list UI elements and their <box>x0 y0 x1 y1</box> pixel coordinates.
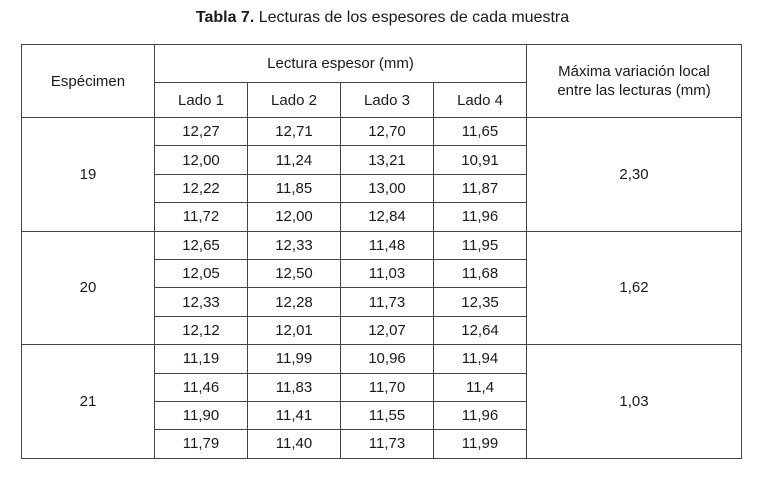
table-row <box>22 118 742 146</box>
reading-cell: 11,95 <box>434 231 527 259</box>
caption-label: Tabla 7. <box>195 9 255 26</box>
reading-cell: 12,07 <box>341 316 434 344</box>
reading-cell: 11,83 <box>248 373 341 401</box>
reading-cell: 12,01 <box>248 316 341 344</box>
reading-cell: 11,73 <box>341 430 434 458</box>
header-lado-2: Lado 2 <box>248 83 341 118</box>
especimen-cell: 20 <box>22 231 155 345</box>
reading-cell: 11,79 <box>155 430 248 458</box>
reading-cell: 11,68 <box>434 259 527 287</box>
reading-cell: 11,4 <box>434 373 527 401</box>
reading-cell: 11,96 <box>434 203 527 231</box>
reading-cell: 13,00 <box>341 174 434 202</box>
header-especimen: Espécimen <box>22 45 155 118</box>
reading-cell: 11,48 <box>341 231 434 259</box>
reading-cell: 12,22 <box>155 174 248 202</box>
header-lado-1: Lado 1 <box>155 83 248 118</box>
thickness-readings-table <box>21 44 742 459</box>
reading-cell: 12,00 <box>155 146 248 174</box>
caption-text: Lecturas de los espesores de cada muestra <box>254 9 570 26</box>
header-max-line2: entre las lecturas (mm) <box>557 82 711 99</box>
reading-cell: 11,55 <box>341 401 434 429</box>
reading-cell: 11,41 <box>248 401 341 429</box>
reading-cell: 11,19 <box>155 345 248 373</box>
reading-cell: 12,35 <box>434 288 527 316</box>
header-maxima-variacion <box>527 45 742 118</box>
header-lado-4: Lado 4 <box>434 83 527 118</box>
max-variation-cell: 2,30 <box>527 118 742 232</box>
header-lectura-espesor: Lectura espesor (mm) <box>155 45 527 83</box>
reading-cell: 11,24 <box>248 146 341 174</box>
reading-cell: 11,40 <box>248 430 341 458</box>
reading-cell: 11,46 <box>155 373 248 401</box>
reading-cell: 12,00 <box>248 203 341 231</box>
max-variation-cell: 1,62 <box>527 231 742 345</box>
reading-cell: 11,90 <box>155 401 248 429</box>
reading-cell: 11,03 <box>341 259 434 287</box>
reading-cell: 11,94 <box>434 345 527 373</box>
reading-cell: 11,85 <box>248 174 341 202</box>
table-row <box>22 231 742 259</box>
max-variation-cell: 1,03 <box>527 345 742 459</box>
reading-cell: 11,73 <box>341 288 434 316</box>
especimen-cell: 21 <box>22 345 155 459</box>
reading-cell: 12,65 <box>155 231 248 259</box>
reading-cell: 12,28 <box>248 288 341 316</box>
reading-cell: 11,96 <box>434 401 527 429</box>
reading-cell: 12,50 <box>248 259 341 287</box>
reading-cell: 12,12 <box>155 316 248 344</box>
table-caption <box>0 8 765 28</box>
table-row <box>22 345 742 373</box>
reading-cell: 12,70 <box>341 118 434 146</box>
reading-cell: 11,87 <box>434 174 527 202</box>
header-max-line1: Máxima variación local <box>558 63 710 80</box>
especimen-cell: 19 <box>22 118 155 232</box>
reading-cell: 11,99 <box>434 430 527 458</box>
reading-cell: 12,84 <box>341 203 434 231</box>
reading-cell: 11,70 <box>341 373 434 401</box>
reading-cell: 11,65 <box>434 118 527 146</box>
reading-cell: 11,99 <box>248 345 341 373</box>
reading-cell: 12,33 <box>248 231 341 259</box>
reading-cell: 12,33 <box>155 288 248 316</box>
reading-cell: 12,27 <box>155 118 248 146</box>
reading-cell: 11,72 <box>155 203 248 231</box>
header-lado-3: Lado 3 <box>341 83 434 118</box>
reading-cell: 12,64 <box>434 316 527 344</box>
reading-cell: 10,91 <box>434 146 527 174</box>
reading-cell: 13,21 <box>341 146 434 174</box>
reading-cell: 12,05 <box>155 259 248 287</box>
reading-cell: 10,96 <box>341 345 434 373</box>
reading-cell: 12,71 <box>248 118 341 146</box>
